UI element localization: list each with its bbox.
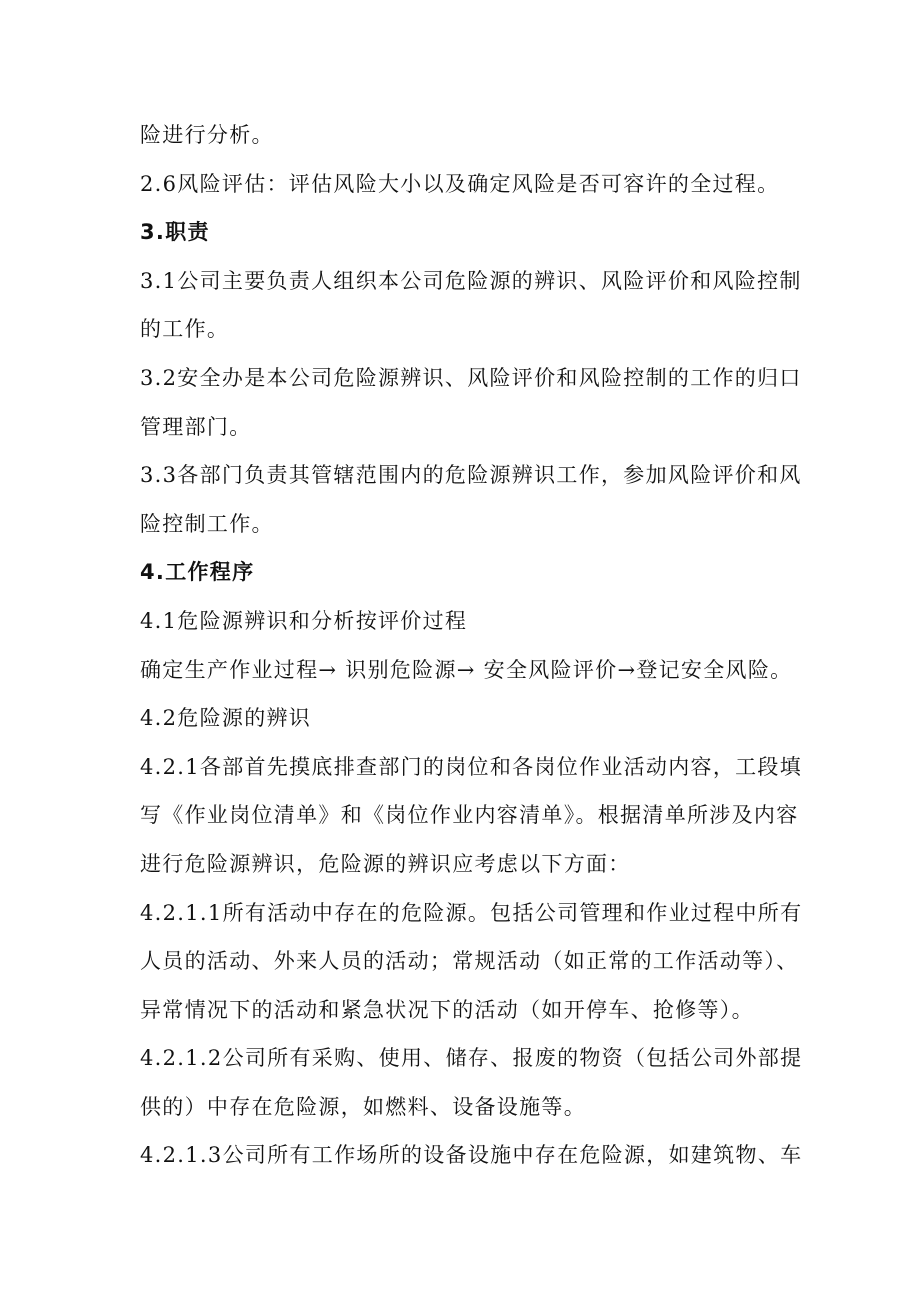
- text-line-15: 写《作业岗位清单》和《岗位作业内容清单》。根据清单所涉及内容: [140, 803, 799, 828]
- text-line-1: 险进行分析。: [140, 123, 274, 147]
- text-line-20: 4.2.1.2公司所有采购、使用、储存、报废的物资（包括公司外部提: [140, 1046, 803, 1071]
- text-line-8: 3.3各部门负责其管辖范围内的危险源辨识工作，参加风险评价和风: [140, 463, 802, 488]
- text-line-19: 异常情况下的活动和紧急状况下的活动（如开停车、抢修等）。: [140, 997, 754, 1022]
- text-line-16: 进行危险源辨识，危险源的辨识应考虑以下方面：: [140, 851, 631, 876]
- process-flow-line: 确定生产作业过程→ 识别危险源→ 安全风险评价→登记安全风险。: [140, 657, 793, 682]
- text-line-4: 3.1公司主要负责人组织本公司危险源的辨识、风险评价和风险控制: [140, 268, 802, 293]
- text-line-22: 4.2.1.3公司所有工作场所的设备设施中存在危险源，如建筑物、车: [140, 1143, 803, 1168]
- text-line-18: 人员的活动、外来人员的活动；常规活动（如正常的工作活动等）、: [140, 949, 799, 974]
- section-heading-responsibilities: 3.职责: [140, 220, 210, 245]
- text-line-13: 4.2危险源的辨识: [140, 706, 312, 731]
- text-line-14: 4.2.1各部首先摸底排查部门的岗位和各岗位作业活动内容，工段填: [140, 754, 803, 779]
- text-line-9: 险控制工作。: [140, 511, 274, 536]
- text-line-6: 3.2安全办是本公司危险源辨识、风险评价和风险控制的工作的归口: [140, 365, 802, 390]
- text-line-11: 4.1危险源辨识和分析按评价过程: [140, 608, 468, 633]
- text-line-2: 2.6风险评估：评估风险大小以及确定风险是否可容许的全过程。: [140, 171, 780, 196]
- section-heading-work-procedure: 4.工作程序: [140, 560, 255, 585]
- text-line-21: 供的）中存在危险源，如燃料、设备设施等。: [140, 1094, 586, 1119]
- text-line-5: 的工作。: [140, 317, 230, 342]
- document-body: [140, 111, 803, 1180]
- text-line-7: 管理部门。: [140, 414, 252, 439]
- text-line-17: 4.2.1.1所有活动中存在的危险源。包括公司管理和作业过程中所有: [140, 900, 803, 925]
